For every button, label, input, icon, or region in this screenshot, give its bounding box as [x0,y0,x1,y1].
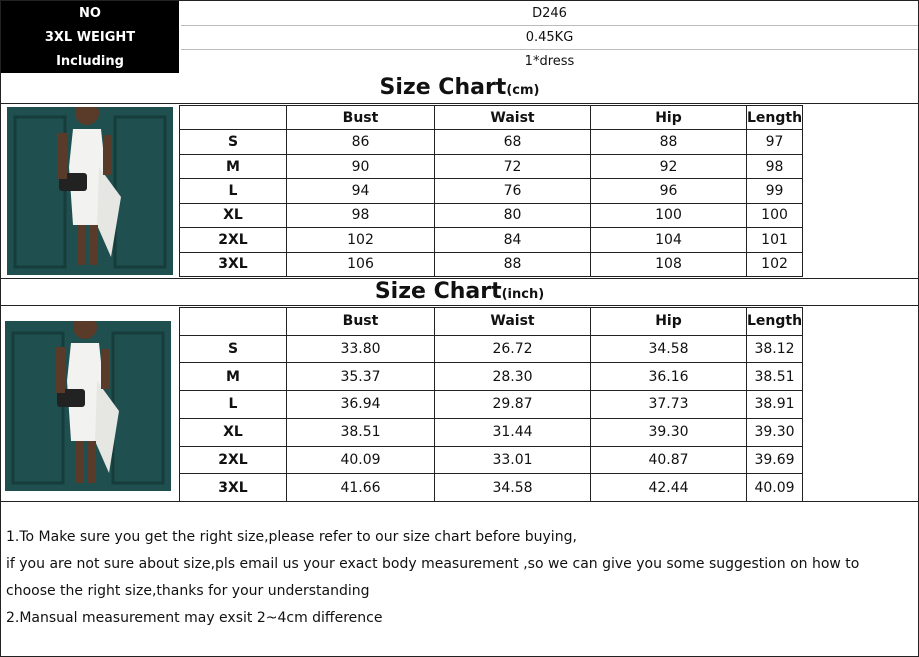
value-cell: 38.51 [287,418,435,446]
table-row [180,391,803,419]
chart-title: Size Chart [374,279,502,304]
table-row [180,179,803,203]
value-cell: 104 [591,228,747,252]
value-cell: 26.72 [435,335,591,363]
table-row [180,335,803,363]
info-value: D246 [181,1,918,26]
info-label: Including [1,49,179,73]
size-cell: XL [180,418,287,446]
product-info [1,1,918,73]
size-cell: M [180,363,287,391]
value-cell: 94 [287,179,435,203]
table-row [180,228,803,252]
header-cell: Hip [591,106,747,130]
value-cell: 39.69 [747,446,803,474]
cm-chart-title [1,75,918,103]
inch-chart-title [1,278,918,306]
size-cell: S [180,130,287,154]
value-cell: 86 [287,130,435,154]
table-row [180,418,803,446]
value-cell: 40.87 [591,446,747,474]
size-cell: 3XL [180,252,287,276]
header-cell [180,106,287,130]
value-cell: 34.58 [591,335,747,363]
value-cell: 76 [435,179,591,203]
info-row-including [1,49,918,73]
size-cell: 2XL [180,228,287,252]
size-notes [1,501,918,657]
value-cell: 29.87 [435,391,591,419]
value-cell: 39.30 [591,418,747,446]
value-cell: 31.44 [435,418,591,446]
note-line: if you are not sure about size,pls email us your exact body measurement ,so we can give you some suggestion on how to [6,556,860,572]
info-value: 0.45KG [181,25,918,50]
header-cell: Hip [591,308,747,336]
value-cell: 96 [591,179,747,203]
value-cell: 92 [591,154,747,178]
value-cell: 100 [747,203,803,227]
value-cell: 99 [747,179,803,203]
value-cell: 98 [747,154,803,178]
value-cell: 97 [747,130,803,154]
value-cell: 101 [747,228,803,252]
cm-size-section [1,103,918,278]
value-cell: 39.30 [747,418,803,446]
value-cell: 106 [287,252,435,276]
value-cell: 84 [435,228,591,252]
value-cell: 88 [435,252,591,276]
table-row [180,363,803,391]
value-cell: 38.51 [747,363,803,391]
value-cell: 42.44 [591,474,747,502]
value-cell: 72 [435,154,591,178]
value-cell: 41.66 [287,474,435,502]
header-cell: Length [747,308,803,336]
value-cell: 90 [287,154,435,178]
note-line: 2.Mansual measurement may exsit 2~4cm difference [6,610,383,626]
info-label: NO [1,1,179,25]
size-cell: L [180,179,287,203]
table-row [180,474,803,502]
table-row [180,154,803,178]
value-cell: 36.94 [287,391,435,419]
size-cell: 2XL [180,446,287,474]
value-cell: 33.01 [435,446,591,474]
header-cell [180,308,287,336]
value-cell: 108 [591,252,747,276]
cm-size-table [179,105,803,277]
value-cell: 102 [287,228,435,252]
table-row [180,446,803,474]
value-cell: 33.80 [287,335,435,363]
value-cell: 102 [747,252,803,276]
model-photo-icon [5,321,171,491]
chart-unit: (cm) [506,83,540,98]
value-cell: 38.91 [747,391,803,419]
inch-size-table [179,307,803,502]
value-cell: 28.30 [435,363,591,391]
value-cell: 40.09 [747,474,803,502]
header-cell: Bust [287,308,435,336]
table-row [180,130,803,154]
value-cell: 40.09 [287,446,435,474]
size-cell: M [180,154,287,178]
table-header-row [180,106,803,130]
value-cell: 68 [435,130,591,154]
value-cell: 98 [287,203,435,227]
note-line: choose the right size,thanks for your understanding [6,583,370,599]
info-label: 3XL WEIGHT [1,25,179,49]
chart-unit: (inch) [501,287,545,302]
info-row-no [1,1,918,25]
value-cell: 100 [591,203,747,227]
table-row [180,203,803,227]
size-cell: S [180,335,287,363]
chart-title: Size Chart [379,75,507,100]
value-cell: 35.37 [287,363,435,391]
info-row-weight [1,25,918,49]
value-cell: 34.58 [435,474,591,502]
value-cell: 36.16 [591,363,747,391]
model-photo-icon [7,107,173,275]
inch-size-section [1,305,918,502]
header-cell: Waist [435,106,591,130]
table-header-row [180,308,803,336]
header-cell: Length [747,106,803,130]
size-cell: L [180,391,287,419]
size-cell: 3XL [180,474,287,502]
header-cell: Bust [287,106,435,130]
note-line: 1.To Make sure you get the right size,please refer to our size chart before buying, [6,529,577,545]
value-cell: 80 [435,203,591,227]
value-cell: 88 [591,130,747,154]
header-cell: Waist [435,308,591,336]
table-row [180,252,803,276]
size-cell: XL [180,203,287,227]
info-value: 1*dress [524,53,575,69]
value-cell: 37.73 [591,391,747,419]
value-cell: 38.12 [747,335,803,363]
